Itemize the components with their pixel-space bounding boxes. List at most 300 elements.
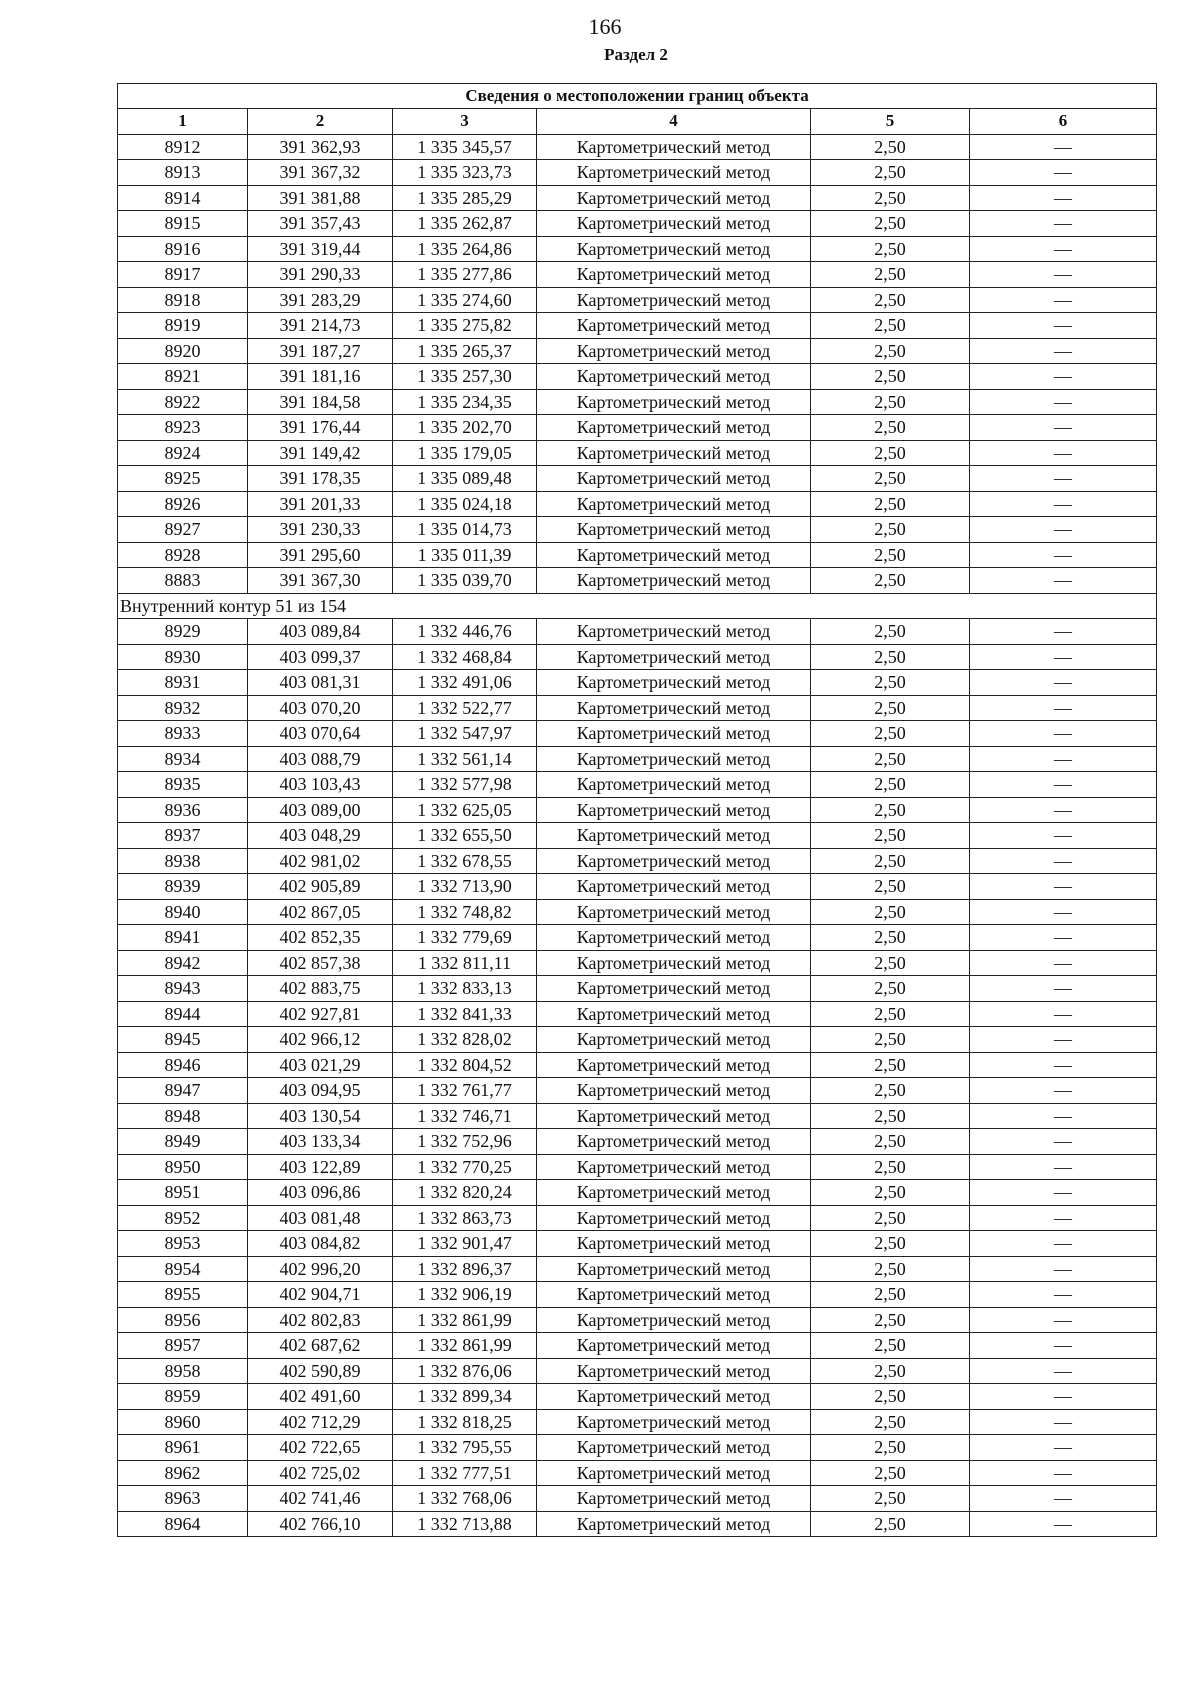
- table-cell: 2,50: [811, 1358, 970, 1384]
- table-cell: —: [970, 950, 1157, 976]
- table-cell: 8951: [118, 1180, 248, 1206]
- table-cell: —: [970, 466, 1157, 492]
- table-row: [118, 466, 1157, 492]
- table-cell: Картометрический метод: [537, 1409, 811, 1435]
- table-cell: —: [970, 134, 1157, 160]
- table-row: [118, 772, 1157, 798]
- table-row: [118, 670, 1157, 696]
- table-cell: —: [970, 389, 1157, 415]
- table-cell: 1 332 713,88: [393, 1511, 537, 1537]
- table-cell: Картометрический метод: [537, 236, 811, 262]
- table-cell: 403 133,34: [248, 1129, 393, 1155]
- table-row: [118, 1409, 1157, 1435]
- table-cell: 1 335 011,39: [393, 542, 537, 568]
- table-cell: Картометрический метод: [537, 644, 811, 670]
- table-cell: Картометрический метод: [537, 1103, 811, 1129]
- table-cell: 8914: [118, 185, 248, 211]
- table-cell: 391 290,33: [248, 262, 393, 288]
- table-caption: Сведения о местоположении границ объекта: [118, 84, 1157, 109]
- table-cell: 391 178,35: [248, 466, 393, 492]
- table-row: [118, 313, 1157, 339]
- table-cell: 8956: [118, 1307, 248, 1333]
- table-row: [118, 568, 1157, 594]
- table-cell: 8923: [118, 415, 248, 441]
- table-cell: Картометрический метод: [537, 619, 811, 645]
- table-cell: —: [970, 1180, 1157, 1206]
- table-row: [118, 1078, 1157, 1104]
- table-cell: 1 332 468,84: [393, 644, 537, 670]
- table-cell: —: [970, 1129, 1157, 1155]
- table-cell: 1 332 828,02: [393, 1027, 537, 1053]
- table-cell: Картометрический метод: [537, 1384, 811, 1410]
- table-cell: 8950: [118, 1154, 248, 1180]
- table-cell: 1 332 777,51: [393, 1460, 537, 1486]
- table-cell: 2,50: [811, 1103, 970, 1129]
- table-cell: 1 332 863,73: [393, 1205, 537, 1231]
- table-cell: 391 381,88: [248, 185, 393, 211]
- table-cell: 402 966,12: [248, 1027, 393, 1053]
- table-cell: Картометрический метод: [537, 1001, 811, 1027]
- table-cell: 8924: [118, 440, 248, 466]
- table-cell: 1 332 678,55: [393, 848, 537, 874]
- table-cell: Картометрический метод: [537, 823, 811, 849]
- table-cell: 1 332 761,77: [393, 1078, 537, 1104]
- table-cell: 8929: [118, 619, 248, 645]
- table-cell: Картометрический метод: [537, 491, 811, 517]
- table-cell: 2,50: [811, 925, 970, 951]
- table-cell: 1 335 264,86: [393, 236, 537, 262]
- table-cell: —: [970, 925, 1157, 951]
- table-cell: —: [970, 1486, 1157, 1512]
- table-cell: Картометрический метод: [537, 160, 811, 186]
- table-cell: —: [970, 160, 1157, 186]
- table-cell: 2,50: [811, 848, 970, 874]
- table-row: [118, 721, 1157, 747]
- table-cell: 8960: [118, 1409, 248, 1435]
- table-cell: 8916: [118, 236, 248, 262]
- table-caption-row: [118, 84, 1157, 109]
- table-cell: 402 766,10: [248, 1511, 393, 1537]
- table-cell: 1 332 861,99: [393, 1307, 537, 1333]
- table-cell: 8919: [118, 313, 248, 339]
- table-cell: 1 335 345,57: [393, 134, 537, 160]
- table-cell: 1 332 901,47: [393, 1231, 537, 1257]
- table-cell: Картометрический метод: [537, 1333, 811, 1359]
- table-cell: 8957: [118, 1333, 248, 1359]
- table-cell: 8934: [118, 746, 248, 772]
- table-row: [118, 517, 1157, 543]
- table-cell: 391 230,33: [248, 517, 393, 543]
- table-cell: Картометрический метод: [537, 1078, 811, 1104]
- table-cell: 2,50: [811, 1282, 970, 1308]
- table-cell: 1 335 234,35: [393, 389, 537, 415]
- table-cell: 402 590,89: [248, 1358, 393, 1384]
- table-cell: —: [970, 1256, 1157, 1282]
- table-row: [118, 797, 1157, 823]
- table-cell: Картометрический метод: [537, 1205, 811, 1231]
- table-cell: Картометрический метод: [537, 1027, 811, 1053]
- table-row: [118, 1486, 1157, 1512]
- table-cell: 1 332 841,33: [393, 1001, 537, 1027]
- table-cell: 1 332 811,11: [393, 950, 537, 976]
- table-row: [118, 925, 1157, 951]
- table-cell: —: [970, 1435, 1157, 1461]
- table-cell: 8959: [118, 1384, 248, 1410]
- table-cell: 2,50: [811, 746, 970, 772]
- table-cell: —: [970, 542, 1157, 568]
- table-row: [118, 848, 1157, 874]
- table-cell: 8936: [118, 797, 248, 823]
- table-cell: 391 283,29: [248, 287, 393, 313]
- table-cell: 2,50: [811, 1231, 970, 1257]
- table-cell: 2,50: [811, 1205, 970, 1231]
- table-cell: 8955: [118, 1282, 248, 1308]
- table-row: [118, 389, 1157, 415]
- table-cell: —: [970, 721, 1157, 747]
- table-cell: 1 335 275,82: [393, 313, 537, 339]
- table-cell: 8945: [118, 1027, 248, 1053]
- table-cell: —: [970, 1052, 1157, 1078]
- table-cell: 2,50: [811, 364, 970, 390]
- table-row: [118, 262, 1157, 288]
- table-cell: Картометрический метод: [537, 1358, 811, 1384]
- table-cell: 1 332 804,52: [393, 1052, 537, 1078]
- table-cell: 8939: [118, 874, 248, 900]
- table-cell: —: [970, 772, 1157, 798]
- table-cell: 1 335 274,60: [393, 287, 537, 313]
- table-cell: —: [970, 211, 1157, 237]
- table-row: [118, 211, 1157, 237]
- table-cell: 402 883,75: [248, 976, 393, 1002]
- table-cell: 391 357,43: [248, 211, 393, 237]
- table-cell: 1 335 285,29: [393, 185, 537, 211]
- table-cell: 1 335 257,30: [393, 364, 537, 390]
- table-cell: 1 332 655,50: [393, 823, 537, 849]
- table-cell: 403 099,37: [248, 644, 393, 670]
- table-cell: Картометрический метод: [537, 389, 811, 415]
- table-cell: 1 335 202,70: [393, 415, 537, 441]
- table-row: [118, 1052, 1157, 1078]
- table-cell: 1 332 795,55: [393, 1435, 537, 1461]
- table-cell: 2,50: [811, 670, 970, 696]
- table-row: [118, 491, 1157, 517]
- table-cell: 2,50: [811, 262, 970, 288]
- table-cell: 8925: [118, 466, 248, 492]
- table-cell: 8931: [118, 670, 248, 696]
- table-cell: 403 094,95: [248, 1078, 393, 1104]
- column-header: 3: [393, 109, 537, 135]
- table-cell: 2,50: [811, 134, 970, 160]
- table-cell: 8926: [118, 491, 248, 517]
- table-row: [118, 1307, 1157, 1333]
- table-cell: 2,50: [811, 1256, 970, 1282]
- table-cell: 1 332 561,14: [393, 746, 537, 772]
- table-cell: 391 176,44: [248, 415, 393, 441]
- table-cell: 1 332 896,37: [393, 1256, 537, 1282]
- table-cell: 1 335 265,37: [393, 338, 537, 364]
- table-row: [118, 950, 1157, 976]
- table-cell: 2,50: [811, 389, 970, 415]
- table-cell: Картометрический метод: [537, 364, 811, 390]
- table-row: [118, 1282, 1157, 1308]
- table-cell: 8958: [118, 1358, 248, 1384]
- table-cell: 391 149,42: [248, 440, 393, 466]
- table-cell: 2,50: [811, 619, 970, 645]
- table-cell: Картометрический метод: [537, 338, 811, 364]
- table-cell: —: [970, 1231, 1157, 1257]
- table-cell: 391 367,32: [248, 160, 393, 186]
- table-cell: 402 741,46: [248, 1486, 393, 1512]
- table-cell: 1 332 899,34: [393, 1384, 537, 1410]
- table-cell: 8962: [118, 1460, 248, 1486]
- table-cell: 8944: [118, 1001, 248, 1027]
- table-cell: 391 187,27: [248, 338, 393, 364]
- table-cell: —: [970, 440, 1157, 466]
- table-cell: —: [970, 1154, 1157, 1180]
- table-row: [118, 160, 1157, 186]
- table-cell: 1 332 748,82: [393, 899, 537, 925]
- table-cell: 403 021,29: [248, 1052, 393, 1078]
- table-cell: 391 362,93: [248, 134, 393, 160]
- table-cell: Картометрический метод: [537, 670, 811, 696]
- table-cell: 2,50: [811, 568, 970, 594]
- table-cell: 8948: [118, 1103, 248, 1129]
- table-cell: —: [970, 797, 1157, 823]
- table-row: [118, 1231, 1157, 1257]
- table-cell: 403 070,64: [248, 721, 393, 747]
- table-cell: Картометрический метод: [537, 1486, 811, 1512]
- table-cell: 2,50: [811, 1129, 970, 1155]
- table-cell: 402 722,65: [248, 1435, 393, 1461]
- table-cell: 8933: [118, 721, 248, 747]
- table-cell: 391 367,30: [248, 568, 393, 594]
- table-row: [118, 440, 1157, 466]
- table-row: [118, 1205, 1157, 1231]
- table-cell: 8912: [118, 134, 248, 160]
- table-cell: 8943: [118, 976, 248, 1002]
- table-cell: 2,50: [811, 287, 970, 313]
- section-title: Раздел 2: [604, 45, 668, 64]
- table-cell: —: [970, 1409, 1157, 1435]
- table-cell: —: [970, 338, 1157, 364]
- table-cell: 2,50: [811, 338, 970, 364]
- table-row: [118, 899, 1157, 925]
- table-cell: Картометрический метод: [537, 695, 811, 721]
- table-cell: Картометрический метод: [537, 925, 811, 951]
- table-row: [118, 1435, 1157, 1461]
- table-row: [118, 287, 1157, 313]
- table-row: [118, 1103, 1157, 1129]
- table-cell: 2,50: [811, 1460, 970, 1486]
- table-cell: Картометрический метод: [537, 211, 811, 237]
- table-cell: Картометрический метод: [537, 899, 811, 925]
- table-cell: 2,50: [811, 313, 970, 339]
- table-cell: 402 904,71: [248, 1282, 393, 1308]
- table-cell: 1 332 577,98: [393, 772, 537, 798]
- table-cell: 2,50: [811, 1333, 970, 1359]
- table-cell: 1 332 746,71: [393, 1103, 537, 1129]
- table-cell: 2,50: [811, 976, 970, 1002]
- table-cell: —: [970, 619, 1157, 645]
- table-cell: 2,50: [811, 1078, 970, 1104]
- table-cell: Картометрический метод: [537, 466, 811, 492]
- table-cell: 1 335 323,73: [393, 160, 537, 186]
- table-cell: Картометрический метод: [537, 568, 811, 594]
- table-cell: Картометрический метод: [537, 1052, 811, 1078]
- table-cell: Картометрический метод: [537, 1154, 811, 1180]
- table-cell: Картометрический метод: [537, 1511, 811, 1537]
- table-row: [118, 1333, 1157, 1359]
- column-header-row: [118, 109, 1157, 135]
- table-cell: Картометрический метод: [537, 287, 811, 313]
- page-number: 166: [588, 14, 622, 39]
- table-cell: 2,50: [811, 1384, 970, 1410]
- table-row: [118, 542, 1157, 568]
- table-cell: 1 335 024,18: [393, 491, 537, 517]
- table-row: [118, 874, 1157, 900]
- table-cell: —: [970, 1511, 1157, 1537]
- table-row: [118, 1180, 1157, 1206]
- table-cell: 391 214,73: [248, 313, 393, 339]
- table-cell: 402 725,02: [248, 1460, 393, 1486]
- table-row: [118, 185, 1157, 211]
- table-cell: Картометрический метод: [537, 542, 811, 568]
- table-cell: Картометрический метод: [537, 874, 811, 900]
- table-cell: Картометрический метод: [537, 134, 811, 160]
- table-cell: 391 295,60: [248, 542, 393, 568]
- table-cell: 1 332 446,76: [393, 619, 537, 645]
- table-cell: 8953: [118, 1231, 248, 1257]
- table-cell: Картометрический метод: [537, 1307, 811, 1333]
- table-cell: 402 867,05: [248, 899, 393, 925]
- table-cell: 2,50: [811, 823, 970, 849]
- table-cell: 2,50: [811, 1486, 970, 1512]
- table-cell: 2,50: [811, 236, 970, 262]
- table-cell: 8938: [118, 848, 248, 874]
- table-cell: 1 332 768,06: [393, 1486, 537, 1512]
- table-row: [118, 1460, 1157, 1486]
- table-cell: 1 332 861,99: [393, 1333, 537, 1359]
- table-cell: —: [970, 568, 1157, 594]
- table-cell: 2,50: [811, 950, 970, 976]
- table-cell: 1 335 262,87: [393, 211, 537, 237]
- table-cell: 8947: [118, 1078, 248, 1104]
- contour-label: Внутренний контур 51 из 154: [118, 593, 1157, 619]
- table-cell: Картометрический метод: [537, 1460, 811, 1486]
- table-cell: Картометрический метод: [537, 950, 811, 976]
- table-cell: —: [970, 313, 1157, 339]
- table-cell: 2,50: [811, 415, 970, 441]
- table-cell: 8922: [118, 389, 248, 415]
- table-cell: 403 081,31: [248, 670, 393, 696]
- table-cell: 8954: [118, 1256, 248, 1282]
- table-cell: 402 802,83: [248, 1307, 393, 1333]
- table-cell: 402 491,60: [248, 1384, 393, 1410]
- table-cell: —: [970, 1307, 1157, 1333]
- table-cell: 2,50: [811, 874, 970, 900]
- table-cell: 1 332 779,69: [393, 925, 537, 951]
- table-cell: 402 857,38: [248, 950, 393, 976]
- table-cell: —: [970, 1282, 1157, 1308]
- table-cell: 1 332 491,06: [393, 670, 537, 696]
- table-cell: —: [970, 185, 1157, 211]
- table-cell: 8940: [118, 899, 248, 925]
- table-cell: 2,50: [811, 491, 970, 517]
- table-cell: Картометрический метод: [537, 1231, 811, 1257]
- table-cell: 8921: [118, 364, 248, 390]
- table-row: [118, 415, 1157, 441]
- table-cell: 1 335 277,86: [393, 262, 537, 288]
- table-cell: Картометрический метод: [537, 721, 811, 747]
- table-cell: 2,50: [811, 211, 970, 237]
- table-cell: —: [970, 287, 1157, 313]
- table-cell: Картометрический метод: [537, 415, 811, 441]
- table-cell: 2,50: [811, 797, 970, 823]
- table-cell: 2,50: [811, 466, 970, 492]
- table-cell: 403 048,29: [248, 823, 393, 849]
- table-cell: 402 687,62: [248, 1333, 393, 1359]
- boundary-coordinates-table: [117, 83, 1157, 1537]
- table-cell: Картометрический метод: [537, 797, 811, 823]
- table-cell: —: [970, 644, 1157, 670]
- table-cell: 403 122,89: [248, 1154, 393, 1180]
- table-cell: 1 335 039,70: [393, 568, 537, 594]
- table-row: [118, 1256, 1157, 1282]
- table-cell: —: [970, 236, 1157, 262]
- table-cell: 1 335 179,05: [393, 440, 537, 466]
- table-cell: 1 332 625,05: [393, 797, 537, 823]
- table-row: [118, 364, 1157, 390]
- table-cell: 1 332 547,97: [393, 721, 537, 747]
- table-cell: 402 996,20: [248, 1256, 393, 1282]
- column-header: 5: [811, 109, 970, 135]
- table-cell: 8942: [118, 950, 248, 976]
- table-cell: —: [970, 262, 1157, 288]
- table-cell: 402 981,02: [248, 848, 393, 874]
- table-cell: 2,50: [811, 899, 970, 925]
- table-cell: 8949: [118, 1129, 248, 1155]
- table-row: [118, 1384, 1157, 1410]
- table-cell: 8961: [118, 1435, 248, 1461]
- table-cell: 2,50: [811, 1180, 970, 1206]
- table-cell: —: [970, 976, 1157, 1002]
- table-cell: 2,50: [811, 1027, 970, 1053]
- table-cell: 403 089,84: [248, 619, 393, 645]
- column-header: 6: [970, 109, 1157, 135]
- contour-subheader-row: [118, 593, 1157, 619]
- table-row: [118, 338, 1157, 364]
- table-cell: —: [970, 517, 1157, 543]
- table-cell: 403 070,20: [248, 695, 393, 721]
- table-cell: 1 332 833,13: [393, 976, 537, 1002]
- table-cell: 2,50: [811, 185, 970, 211]
- table-cell: —: [970, 848, 1157, 874]
- table-cell: Картометрический метод: [537, 746, 811, 772]
- table-cell: 2,50: [811, 1052, 970, 1078]
- table-cell: 403 103,43: [248, 772, 393, 798]
- table-row: [118, 236, 1157, 262]
- table-cell: 2,50: [811, 440, 970, 466]
- table-cell: 402 905,89: [248, 874, 393, 900]
- table-cell: —: [970, 1333, 1157, 1359]
- table-row: [118, 1358, 1157, 1384]
- table-row: [118, 1001, 1157, 1027]
- table-cell: 1 332 770,25: [393, 1154, 537, 1180]
- table-cell: 403 081,48: [248, 1205, 393, 1231]
- table-cell: —: [970, 874, 1157, 900]
- table-cell: —: [970, 695, 1157, 721]
- table-cell: 2,50: [811, 1154, 970, 1180]
